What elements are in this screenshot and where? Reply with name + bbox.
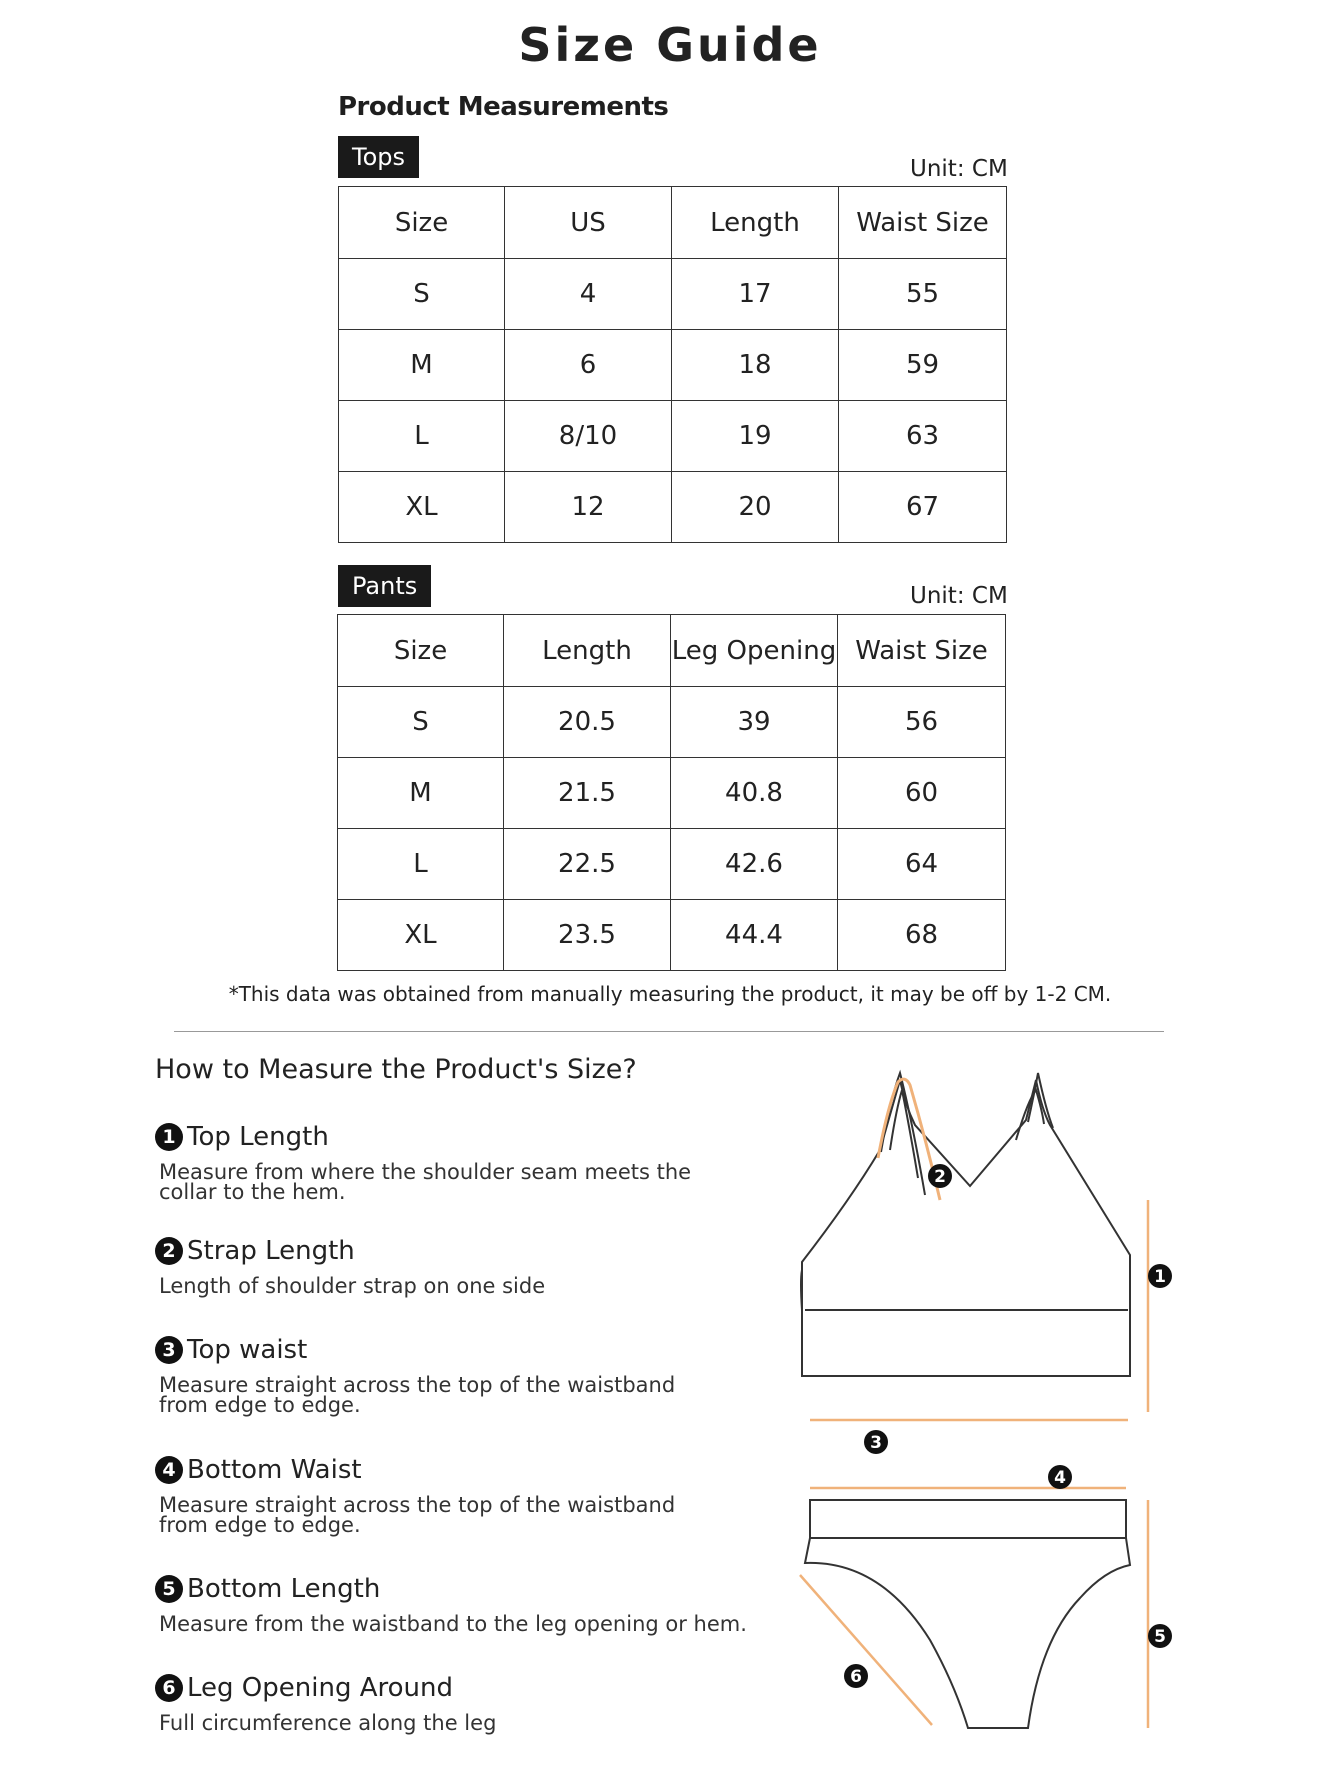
table-cell: 39 — [671, 687, 838, 758]
svg-text:6: 6 — [850, 1667, 862, 1687]
section-subtitle: Product Measurements — [338, 92, 669, 122]
step-desc: Full circumference along the leg — [159, 1711, 497, 1735]
step-title: Leg Opening Around — [187, 1673, 453, 1703]
step-desc: Measure straight across the top of the waistband from edge to edge. — [159, 1373, 676, 1417]
svg-text:3: 3 — [870, 1433, 882, 1453]
step-title: Strap Length — [187, 1236, 355, 1266]
table-cell: XL — [339, 472, 505, 543]
howto-title: How to Measure the Product's Size? — [155, 1054, 637, 1085]
table-cell: 44.4 — [671, 900, 838, 971]
header-cell: Length — [672, 187, 839, 259]
table-cell: 63 — [839, 401, 1007, 472]
table-cell: 8/10 — [505, 401, 672, 472]
table-cell: 19 — [672, 401, 839, 472]
number-2-icon: 2 — [155, 1237, 183, 1265]
header-cell: Waist Size — [839, 187, 1007, 259]
table-cell: 12 — [505, 472, 672, 543]
table-cell: M — [338, 758, 504, 829]
tops-unit: Unit: CM — [910, 156, 1008, 182]
table-cell: 55 — [839, 259, 1007, 330]
svg-text:1: 1 — [1154, 1267, 1166, 1287]
tops-tag: Tops — [338, 136, 419, 178]
number-6-icon: 6 — [155, 1674, 183, 1702]
marker-1-icon — [1148, 1264, 1172, 1288]
marker-3-icon — [864, 1430, 888, 1454]
step-title: Top Length — [187, 1122, 329, 1152]
header-cell: Leg Opening — [671, 615, 838, 687]
header-cell: Waist Size — [838, 615, 1006, 687]
pants-tag: Pants — [338, 565, 431, 607]
table-cell: S — [338, 687, 504, 758]
marker-6-icon — [844, 1664, 868, 1688]
page-title: Size Guide — [518, 18, 822, 72]
table-cell: 18 — [672, 330, 839, 401]
number-3-icon: 3 — [155, 1336, 183, 1364]
svg-text:2: 2 — [934, 1167, 946, 1187]
pants-unit: Unit: CM — [910, 583, 1008, 609]
step-desc: Measure from the waistband to the leg opening or hem. — [159, 1612, 747, 1636]
table-cell: 67 — [839, 472, 1007, 543]
marker-5-icon — [1148, 1624, 1172, 1648]
table-cell: 4 — [505, 259, 672, 330]
table-cell: 68 — [838, 900, 1006, 971]
step-desc: Measure straight across the top of the waistband from edge to edge. — [159, 1493, 676, 1537]
table-cell: 17 — [672, 259, 839, 330]
table-cell: 20.5 — [504, 687, 671, 758]
table-cell: 22.5 — [504, 829, 671, 900]
table-cell: 6 — [505, 330, 672, 401]
table-cell: 59 — [839, 330, 1007, 401]
svg-text:5: 5 — [1154, 1627, 1166, 1647]
table-cell: 21.5 — [504, 758, 671, 829]
panties-icon — [805, 1500, 1130, 1728]
table-cell: 40.8 — [671, 758, 838, 829]
header-cell: US — [505, 187, 672, 259]
number-4-icon: 4 — [155, 1456, 183, 1484]
number-1-icon: 1 — [155, 1123, 183, 1151]
svg-text:4: 4 — [1054, 1468, 1066, 1488]
table-cell: S — [339, 259, 505, 330]
marker-2-icon — [928, 1164, 952, 1188]
step-title: Top waist — [187, 1335, 308, 1365]
leg-opening-line — [800, 1575, 932, 1725]
step-title: Bottom Length — [187, 1574, 381, 1604]
table-cell: 20 — [672, 472, 839, 543]
table-cell: 42.6 — [671, 829, 838, 900]
step-desc: Measure from where the shoulder seam meets the collar to the hem. — [159, 1160, 692, 1204]
table-cell: L — [338, 829, 504, 900]
bra-top-icon — [801, 1073, 1130, 1376]
marker-4-icon — [1048, 1465, 1072, 1489]
table-cell: M — [339, 330, 505, 401]
table-cell: 64 — [838, 829, 1006, 900]
header-cell: Size — [338, 615, 504, 687]
table-cell: XL — [338, 900, 504, 971]
table-cell: 60 — [838, 758, 1006, 829]
measurement-note: *This data was obtained from manually measuring the product, it may be off by 1-2 CM. — [228, 982, 1112, 1006]
header-cell: Size — [339, 187, 505, 259]
step-title: Bottom Waist — [187, 1455, 362, 1485]
step-desc: Length of shoulder strap on one side — [159, 1274, 546, 1298]
table-cell: 23.5 — [504, 900, 671, 971]
number-5-icon: 5 — [155, 1575, 183, 1603]
table-cell: L — [339, 401, 505, 472]
table-cell: 56 — [838, 687, 1006, 758]
header-cell: Length — [504, 615, 671, 687]
